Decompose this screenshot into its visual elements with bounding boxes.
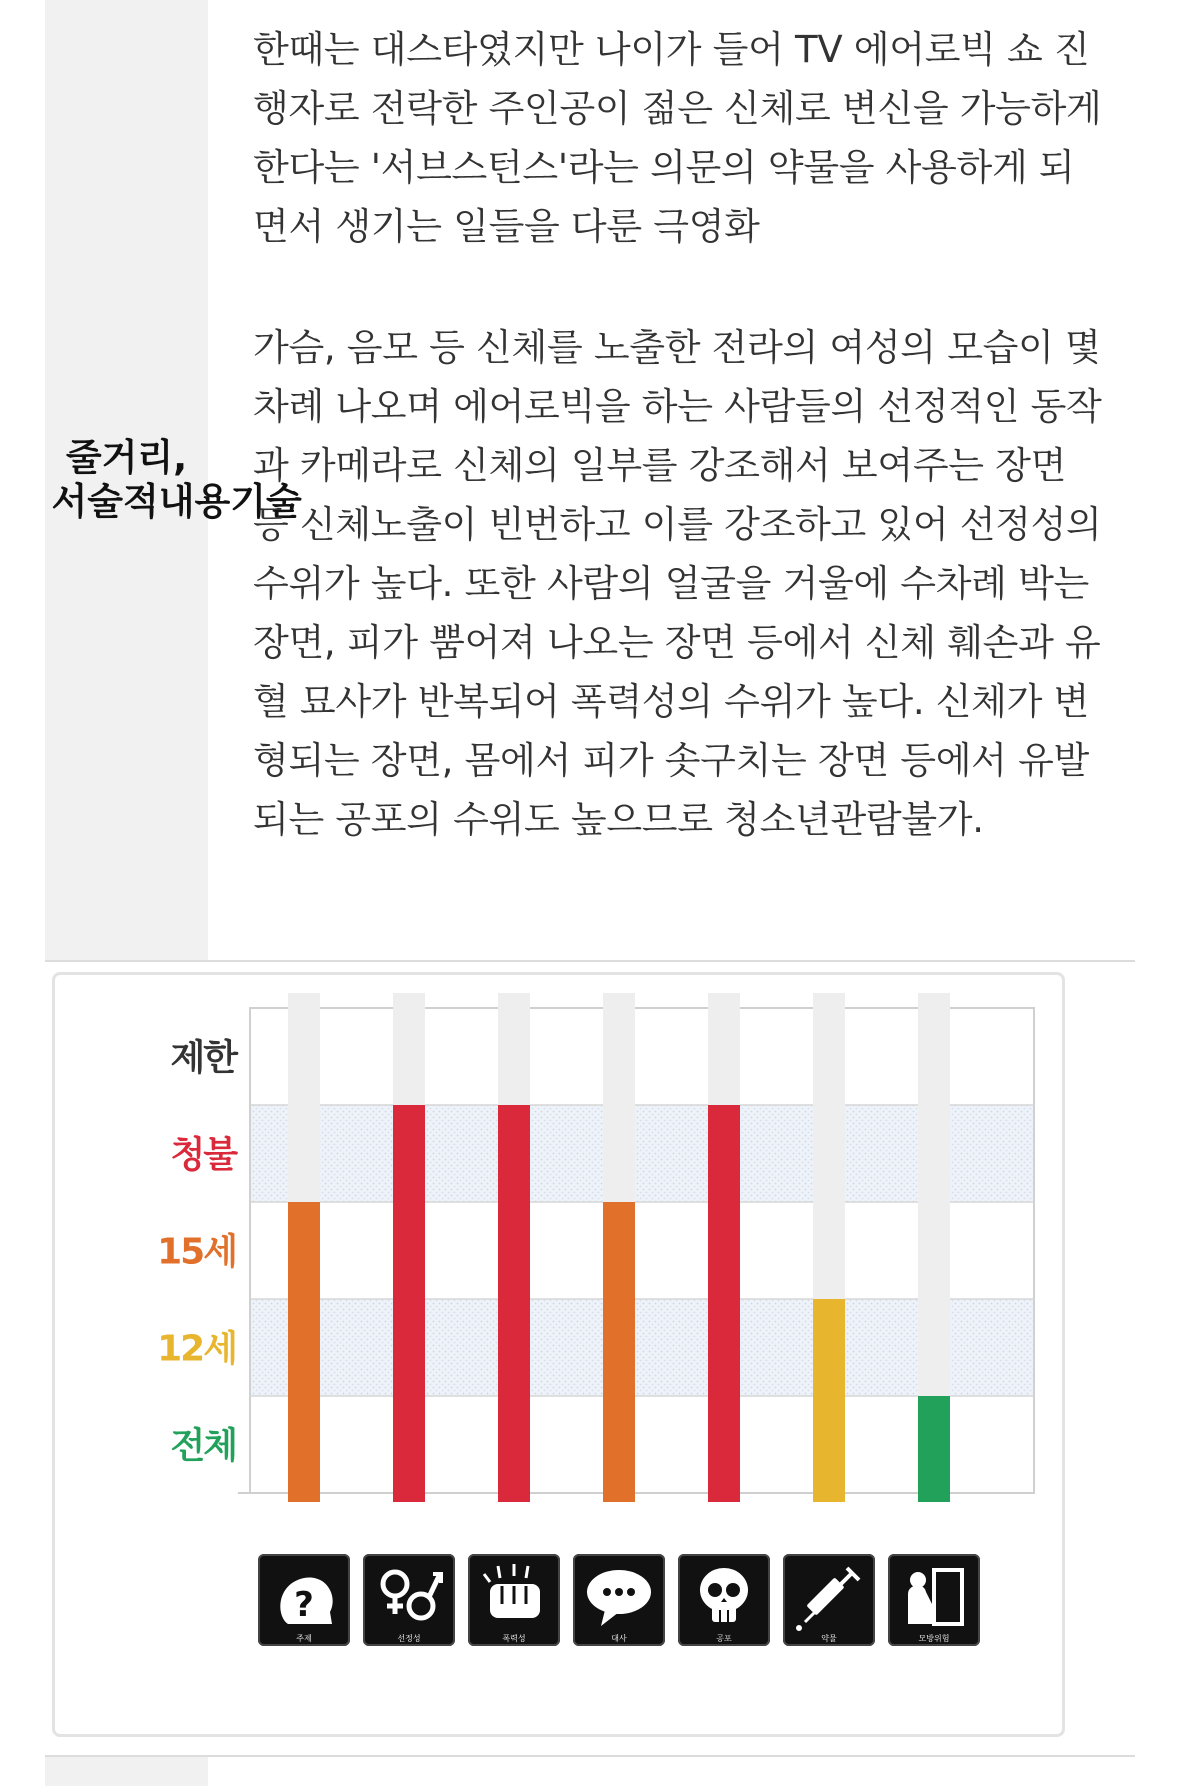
icon-caption: 대사 — [611, 1634, 627, 1643]
bar-모방위험 — [918, 1396, 950, 1502]
icon-caption: 폭력성 — [502, 1634, 526, 1643]
bar-주제 — [288, 1202, 320, 1502]
bar-약물 — [813, 1299, 845, 1502]
question-head-icon — [258, 1554, 350, 1646]
band-shading — [251, 1299, 1033, 1396]
synopsis-paragraph: 한때는 대스타였지만 나이가 들어 TV 에어로빅 쇼 진행자로 전락한 주인공이 젊은 신체로 변신을 가능하게 한다는 '서브스턴스'라는 의문의 약물을 사용하게 되면서 생기는 일들을 다룬 극영화 — [253, 28, 1102, 248]
band-shading — [251, 1105, 1033, 1202]
plot-frame — [250, 1008, 1034, 1493]
next-row-label-cell — [45, 1757, 208, 1786]
bar-공포 — [708, 1105, 740, 1502]
rating-reason-paragraph: 가슴, 음모 등 신체를 노출한 전라의 여성의 모습이 몇 차례 나오며 에어로빅을 하는 사람들의 선정적인 동작과 카메라로 신체의 일부를 강조해서 보여주는 장면 등 신체노출이 빈번하고 이를 강조하고 있어 선정성의 수위가 높다. 또한 사람의 얼굴을 거울에 수차례 박는 장면, 피가 뿜어져 나오는 장면 등에서 신체 훼손과 유혈 묘사가 반복되어 폭력성의 수위가 높다. 신체가 변형되는 장면, 몸에서 피가 솟구치는 장면 등에서 유발되는 공포의 수위도 높으므로 청소년관람불가. — [253, 326, 1102, 841]
row-label: 줄거리, 서술적내용기술 — [51, 436, 302, 523]
y-tick-label: 전체 — [170, 1425, 236, 1467]
syringe-icon — [783, 1554, 875, 1646]
icon-caption: 모방위험 — [918, 1634, 950, 1643]
y-tick-label: 12세 — [157, 1328, 236, 1370]
bar-폭력성 — [498, 1105, 530, 1502]
y-tick-label: 제한 — [170, 1037, 236, 1079]
bottom-divider — [45, 1755, 1135, 1757]
icon-caption: 약물 — [821, 1634, 837, 1643]
bar-선정성 — [393, 1105, 425, 1502]
y-tick-label: 15세 — [157, 1231, 236, 1273]
y-tick-label: 청불 — [170, 1134, 236, 1176]
gender-symbols-icon — [363, 1554, 455, 1646]
icon-caption: 선정성 — [397, 1634, 421, 1643]
skull-icon — [678, 1554, 770, 1646]
icon-caption: 공포 — [716, 1634, 732, 1643]
fist-icon — [468, 1554, 560, 1646]
svg-text:?: ? — [294, 1585, 314, 1625]
speech-bubble-icon — [573, 1554, 665, 1646]
bar-대사 — [603, 1202, 635, 1502]
person-door-icon — [888, 1554, 980, 1646]
icon-caption: 주제 — [296, 1634, 312, 1643]
